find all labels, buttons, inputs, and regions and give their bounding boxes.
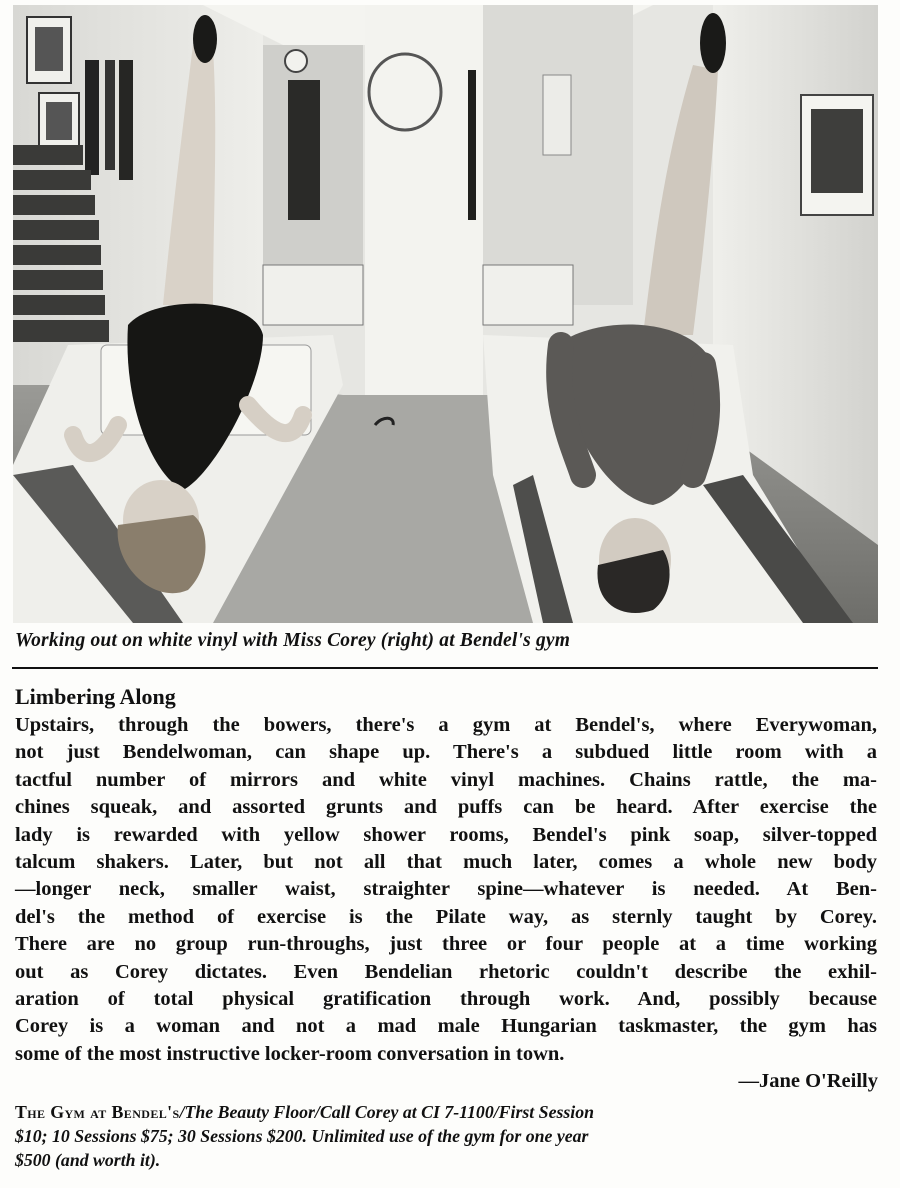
body-line: —longer neck, smaller waist, straighter spine—whatever is needed. At Ben- xyxy=(15,878,877,901)
listing-prices-cont: $500 (and worth it). xyxy=(15,1150,161,1170)
listing-info xyxy=(15,1100,865,1172)
listing-details: /The Beauty Floor/Call Corey at CI 7-1100/First Session xyxy=(179,1102,595,1122)
author-byline: —Jane O'Reilly xyxy=(738,1070,878,1092)
body-line: aration of total physical gratification through work. And, possibly because xyxy=(15,987,877,1010)
body-line: some of the most instructive locker-room conversation in town. xyxy=(15,1042,565,1065)
article-body xyxy=(15,712,877,1068)
photo-illustration xyxy=(13,5,878,623)
workout-photo xyxy=(13,5,878,623)
body-line: talcum shakers. Later, but not all that much later, comes a whole new body xyxy=(15,850,877,873)
divider-rule xyxy=(12,667,878,669)
body-line: There are no group run-throughs, just three or four people at a time working xyxy=(15,933,877,956)
article-headline: Limbering Along xyxy=(15,684,176,709)
body-line: lady is rewarded with yellow shower rooms, Bendel's pink soap, silver-topped xyxy=(15,823,877,846)
listing-prices: $10; 10 Sessions $75; 30 Sessions $200. Unlimited use of the gym for one year xyxy=(15,1126,589,1146)
listing-line xyxy=(15,1100,865,1124)
body-line: not just Bendelwoman, can shape up. There's a subdued little room with a xyxy=(15,741,877,764)
venue-name: The Gym at Bendel's xyxy=(15,1102,180,1122)
body-line: out as Corey dictates. Even Bendelian rhetoric couldn't describe the exhil- xyxy=(15,960,877,983)
body-line: Corey is a woman and not a mad male Hungarian taskmaster, the gym has xyxy=(15,1015,877,1038)
body-line: chines squeak, and assorted grunts and puffs can be heard. After exercise the xyxy=(15,796,877,819)
body-line: tactful number of mirrors and white vinyl machines. Chains rattle, the ma- xyxy=(15,768,877,791)
photo-caption: Working out on white vinyl with Miss Corey (right) at Bendel's gym xyxy=(15,630,571,651)
body-line: Upstairs, through the bowers, there's a gym at Bendel's, where Everywoman, xyxy=(15,714,877,736)
body-line: del's the method of exercise is the Pilate way, as sternly taught by Corey. xyxy=(15,905,877,928)
